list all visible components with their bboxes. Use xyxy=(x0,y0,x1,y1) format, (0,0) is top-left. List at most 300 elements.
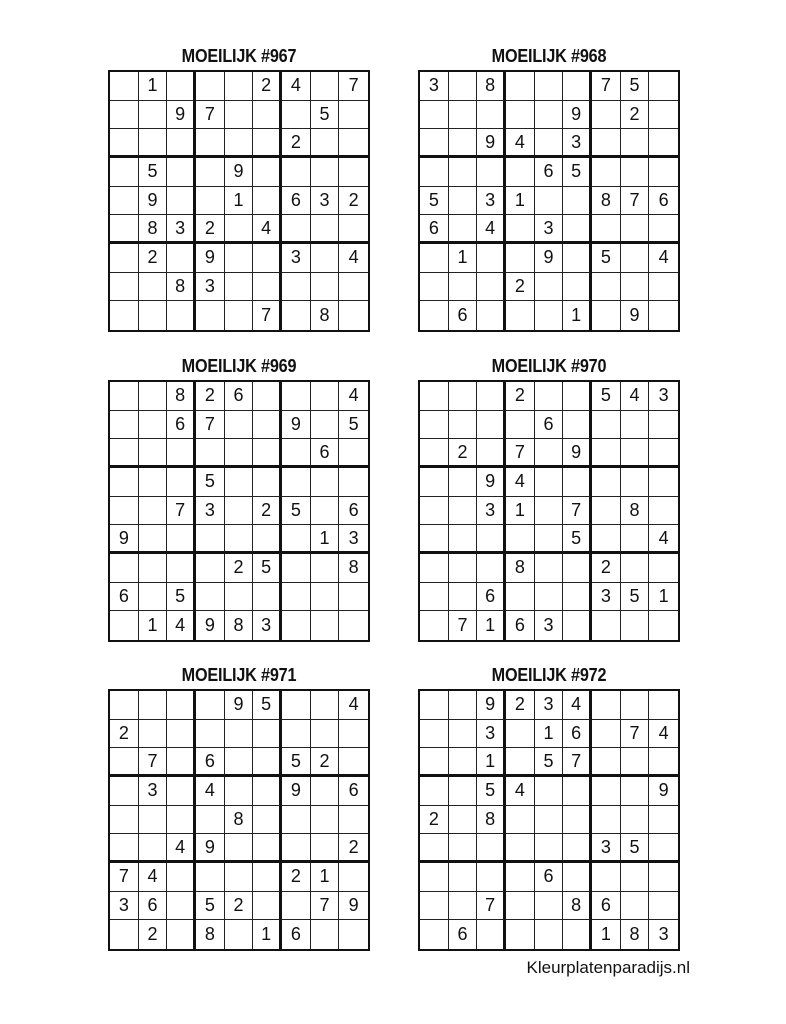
sudoku-cell: 9 xyxy=(563,439,592,468)
sudoku-cell: 5 xyxy=(621,834,650,863)
sudoku-cell: 6 xyxy=(110,583,139,612)
sudoku-cell xyxy=(339,611,368,640)
sudoku-cell: 9 xyxy=(110,525,139,554)
sudoku-cell xyxy=(253,863,282,892)
sudoku-cell: 2 xyxy=(139,920,168,949)
sudoku-cell xyxy=(535,72,564,101)
sudoku-cell xyxy=(449,129,478,158)
site-credit: Kleurplatenparadijs.nl xyxy=(526,958,690,977)
sudoku-cell xyxy=(621,439,650,468)
sudoku-cell xyxy=(592,101,621,130)
sudoku-cell: 8 xyxy=(167,273,196,302)
sudoku-cell xyxy=(592,439,621,468)
sudoku-cell xyxy=(225,583,254,612)
sudoku-cell xyxy=(649,215,678,244)
sudoku-cell: 6 xyxy=(339,497,368,526)
sudoku-cell xyxy=(311,158,340,187)
sudoku-cell: 9 xyxy=(196,611,225,640)
sudoku-cell: 2 xyxy=(311,748,340,777)
sudoku-cell xyxy=(420,611,449,640)
sudoku-cell: 8 xyxy=(477,806,506,835)
sudoku-cell: 6 xyxy=(563,720,592,749)
sudoku-cell: 8 xyxy=(563,892,592,921)
sudoku-cell: 2 xyxy=(253,497,282,526)
sudoku-cell xyxy=(167,187,196,216)
sudoku-cell xyxy=(449,748,478,777)
sudoku-cell xyxy=(339,101,368,130)
sudoku-cell xyxy=(139,583,168,612)
sudoku-cell xyxy=(649,101,678,130)
sudoku-cell xyxy=(225,439,254,468)
sudoku-cell xyxy=(535,129,564,158)
sudoku-cell xyxy=(592,691,621,720)
sudoku-cell xyxy=(253,583,282,612)
sudoku-cell xyxy=(621,691,650,720)
sudoku-cell xyxy=(506,215,535,244)
sudoku-cell: 9 xyxy=(477,468,506,497)
sudoku-cell: 5 xyxy=(592,244,621,273)
sudoku-cell xyxy=(139,554,168,583)
sudoku-cell xyxy=(535,892,564,921)
sudoku-cell xyxy=(420,382,449,411)
sudoku-cell xyxy=(110,101,139,130)
sudoku-cell xyxy=(621,244,650,273)
sudoku-cell: 3 xyxy=(477,497,506,526)
sudoku-cell: 2 xyxy=(506,382,535,411)
sudoku-cell xyxy=(167,777,196,806)
puzzle-title: MOEILIJK #968 xyxy=(491,46,607,66)
sudoku-cell xyxy=(506,806,535,835)
sudoku-cell xyxy=(110,158,139,187)
sudoku-cell: 1 xyxy=(649,583,678,612)
sudoku-cell xyxy=(196,525,225,554)
sudoku-cell xyxy=(110,215,139,244)
sudoku-cell: 7 xyxy=(506,439,535,468)
sudoku-cell: 3 xyxy=(253,611,282,640)
sudoku-cell: 4 xyxy=(253,215,282,244)
sudoku-cell xyxy=(167,892,196,921)
sudoku-cell xyxy=(253,187,282,216)
sudoku-cell xyxy=(621,468,650,497)
sudoku-cell xyxy=(535,301,564,330)
sudoku-cell xyxy=(535,273,564,302)
sudoku-cell xyxy=(253,777,282,806)
sudoku-cell xyxy=(253,382,282,411)
sudoku-cell: 7 xyxy=(449,611,478,640)
sudoku-cell xyxy=(535,834,564,863)
sudoku-cell xyxy=(649,273,678,302)
sudoku-cell: 2 xyxy=(506,691,535,720)
sudoku-cell: 7 xyxy=(139,748,168,777)
puzzle-title: MOEILIJK #967 xyxy=(181,46,297,66)
sudoku-cell xyxy=(592,411,621,440)
sudoku-cell xyxy=(592,777,621,806)
sudoku-cell xyxy=(420,748,449,777)
sudoku-cell xyxy=(649,439,678,468)
sudoku-cell: 6 xyxy=(282,187,311,216)
sudoku-cell: 3 xyxy=(311,187,340,216)
sudoku-cell xyxy=(225,748,254,777)
sudoku-cell xyxy=(110,920,139,949)
sudoku-cell xyxy=(110,187,139,216)
sudoku-cell xyxy=(649,554,678,583)
sudoku-cell: 9 xyxy=(225,158,254,187)
sudoku-cell xyxy=(110,382,139,411)
sudoku-cell xyxy=(311,554,340,583)
sudoku-cell: 3 xyxy=(139,777,168,806)
sudoku-cell: 9 xyxy=(225,691,254,720)
sudoku-cell xyxy=(253,244,282,273)
sudoku-cell xyxy=(311,411,340,440)
sudoku-cell: 9 xyxy=(535,244,564,273)
sudoku-cell: 5 xyxy=(477,777,506,806)
sudoku-cell: 8 xyxy=(592,187,621,216)
sudoku-cell: 2 xyxy=(282,863,311,892)
sudoku-cell xyxy=(110,554,139,583)
sudoku-cell xyxy=(139,468,168,497)
sudoku-cell xyxy=(535,806,564,835)
sudoku-cell xyxy=(649,611,678,640)
sudoku-cell: 6 xyxy=(339,777,368,806)
sudoku-cell xyxy=(253,439,282,468)
sudoku-cell: 4 xyxy=(506,468,535,497)
sudoku-cell xyxy=(649,834,678,863)
sudoku-cell xyxy=(110,72,139,101)
sudoku-cell: 6 xyxy=(535,411,564,440)
sudoku-cell xyxy=(282,468,311,497)
sudoku-cell xyxy=(621,554,650,583)
sudoku-cell: 2 xyxy=(506,273,535,302)
sudoku-cell xyxy=(649,806,678,835)
sudoku-cell xyxy=(167,72,196,101)
sudoku-cell xyxy=(282,439,311,468)
sudoku-cell xyxy=(563,382,592,411)
sudoku-cell: 4 xyxy=(506,777,535,806)
sudoku-cell xyxy=(506,892,535,921)
sudoku-cell xyxy=(420,720,449,749)
sudoku-cell xyxy=(563,187,592,216)
sudoku-cell xyxy=(477,554,506,583)
sudoku-cell: 9 xyxy=(477,691,506,720)
sudoku-cell xyxy=(420,583,449,612)
sudoku-cell: 3 xyxy=(339,525,368,554)
sudoku-cell xyxy=(282,583,311,612)
sudoku-cell: 9 xyxy=(563,101,592,130)
sudoku-cell: 4 xyxy=(282,72,311,101)
sudoku-cell xyxy=(253,525,282,554)
sudoku-cell: 3 xyxy=(649,382,678,411)
sudoku-cell: 6 xyxy=(449,301,478,330)
sudoku-cell: 9 xyxy=(339,892,368,921)
sudoku-cell xyxy=(139,497,168,526)
sudoku-cell xyxy=(535,554,564,583)
sudoku-cell xyxy=(420,892,449,921)
sudoku-cell xyxy=(592,806,621,835)
sudoku-grid xyxy=(418,689,680,951)
sudoku-cell xyxy=(110,129,139,158)
sudoku-cell: 3 xyxy=(592,583,621,612)
sudoku-cell: 2 xyxy=(621,101,650,130)
sudoku-cell xyxy=(167,468,196,497)
sudoku-cell: 4 xyxy=(477,215,506,244)
sudoku-cell xyxy=(253,273,282,302)
sudoku-cell xyxy=(311,468,340,497)
sudoku-cell: 3 xyxy=(535,691,564,720)
sudoku-cell: 7 xyxy=(563,748,592,777)
sudoku-cell xyxy=(649,301,678,330)
sudoku-cell xyxy=(420,777,449,806)
sudoku-cell xyxy=(225,72,254,101)
sudoku-cell: 4 xyxy=(339,244,368,273)
sudoku-cell xyxy=(167,244,196,273)
sudoku-cell xyxy=(282,720,311,749)
sudoku-cell xyxy=(420,411,449,440)
sudoku-cell xyxy=(225,301,254,330)
sudoku-cell xyxy=(339,806,368,835)
sudoku-cell xyxy=(167,554,196,583)
sudoku-cell: 4 xyxy=(563,691,592,720)
sudoku-cell: 9 xyxy=(167,101,196,130)
sudoku-cell xyxy=(506,411,535,440)
sudoku-cell: 1 xyxy=(592,920,621,949)
sudoku-cell xyxy=(592,720,621,749)
sudoku-cell xyxy=(225,863,254,892)
sudoku-cell: 9 xyxy=(621,301,650,330)
sudoku-cell xyxy=(225,273,254,302)
sudoku-cell: 9 xyxy=(477,129,506,158)
sudoku-cell xyxy=(110,748,139,777)
sudoku-cell xyxy=(311,497,340,526)
sudoku-cell: 4 xyxy=(506,129,535,158)
sudoku-cell xyxy=(621,892,650,921)
sudoku-cell xyxy=(477,525,506,554)
sudoku-cell xyxy=(225,777,254,806)
sudoku-cell xyxy=(420,273,449,302)
sudoku-cell xyxy=(139,129,168,158)
puzzle-title: MOEILIJK #970 xyxy=(491,356,607,376)
sudoku-cell: 2 xyxy=(339,834,368,863)
sudoku-cell xyxy=(449,720,478,749)
sudoku-cell xyxy=(535,468,564,497)
sudoku-cell: 2 xyxy=(253,72,282,101)
sudoku-cell xyxy=(139,720,168,749)
sudoku-cell: 3 xyxy=(196,273,225,302)
sudoku-cell: 8 xyxy=(225,806,254,835)
sudoku-cell: 3 xyxy=(535,215,564,244)
sudoku-cell: 7 xyxy=(167,497,196,526)
sudoku-cell xyxy=(592,158,621,187)
sudoku-cell xyxy=(339,273,368,302)
sudoku-cell: 1 xyxy=(506,187,535,216)
sudoku-cell: 4 xyxy=(196,777,225,806)
sudoku-cell xyxy=(563,863,592,892)
sudoku-cell xyxy=(167,129,196,158)
sudoku-cell: 5 xyxy=(311,101,340,130)
sudoku-cell: 2 xyxy=(420,806,449,835)
sudoku-cell xyxy=(110,777,139,806)
sudoku-cell xyxy=(420,497,449,526)
sudoku-cell xyxy=(506,834,535,863)
sudoku-cell xyxy=(339,468,368,497)
sudoku-cell: 8 xyxy=(621,920,650,949)
sudoku-cell: 1 xyxy=(139,611,168,640)
sudoku-cell: 5 xyxy=(563,158,592,187)
sudoku-grid xyxy=(108,70,370,332)
sudoku-cell: 1 xyxy=(477,611,506,640)
sudoku-cell xyxy=(167,920,196,949)
sudoku-cell: 2 xyxy=(225,554,254,583)
sudoku-cell: 3 xyxy=(282,244,311,273)
sudoku-cell: 6 xyxy=(311,439,340,468)
sudoku-cell xyxy=(592,525,621,554)
sudoku-cell xyxy=(282,382,311,411)
sudoku-cell xyxy=(311,691,340,720)
sudoku-cell: 8 xyxy=(506,554,535,583)
sudoku-cell xyxy=(649,129,678,158)
sudoku-cell: 6 xyxy=(592,892,621,921)
sudoku-cell: 1 xyxy=(311,863,340,892)
sudoku-cell xyxy=(167,301,196,330)
sudoku-cell: 5 xyxy=(339,411,368,440)
sudoku-cell xyxy=(535,777,564,806)
sudoku-cell: 2 xyxy=(449,439,478,468)
sudoku-cell xyxy=(420,863,449,892)
sudoku-cell xyxy=(592,301,621,330)
sudoku-cell xyxy=(563,411,592,440)
sudoku-cell xyxy=(477,863,506,892)
sudoku-cell xyxy=(621,273,650,302)
sudoku-cell xyxy=(282,691,311,720)
sudoku-cell xyxy=(167,439,196,468)
puzzle-title: MOEILIJK #971 xyxy=(181,665,297,685)
sudoku-cell xyxy=(225,215,254,244)
sudoku-cell xyxy=(339,583,368,612)
sudoku-cell: 6 xyxy=(420,215,449,244)
sudoku-cell xyxy=(282,834,311,863)
sudoku-cell xyxy=(449,583,478,612)
sudoku-cell: 8 xyxy=(196,920,225,949)
sudoku-cell xyxy=(506,525,535,554)
sudoku-cell xyxy=(339,129,368,158)
sudoku-cell: 2 xyxy=(592,554,621,583)
sudoku-cell xyxy=(253,806,282,835)
sudoku-cell xyxy=(196,583,225,612)
sudoku-cell xyxy=(420,158,449,187)
sudoku-cell xyxy=(110,497,139,526)
sudoku-cell xyxy=(649,863,678,892)
sudoku-cell xyxy=(621,411,650,440)
sudoku-cell xyxy=(420,920,449,949)
sudoku-cell xyxy=(110,691,139,720)
sudoku-cell xyxy=(282,892,311,921)
sudoku-cell xyxy=(196,439,225,468)
sudoku-cell xyxy=(225,244,254,273)
sudoku-cell xyxy=(253,158,282,187)
sudoku-cell: 4 xyxy=(649,244,678,273)
sudoku-cell xyxy=(225,468,254,497)
sudoku-cell xyxy=(139,382,168,411)
sudoku-cell: 6 xyxy=(477,583,506,612)
sudoku-cell: 6 xyxy=(449,920,478,949)
sudoku-cell xyxy=(506,720,535,749)
sudoku-cell xyxy=(563,244,592,273)
sudoku-cell: 9 xyxy=(196,834,225,863)
sudoku-grid xyxy=(418,70,680,332)
sudoku-cell xyxy=(282,554,311,583)
sudoku-cell xyxy=(649,691,678,720)
sudoku-cell xyxy=(253,411,282,440)
sudoku-cell: 5 xyxy=(621,72,650,101)
sudoku-cell: 9 xyxy=(282,777,311,806)
sudoku-cell xyxy=(563,215,592,244)
sudoku-cell: 5 xyxy=(420,187,449,216)
sudoku-cell: 2 xyxy=(282,129,311,158)
sudoku-cell: 7 xyxy=(339,72,368,101)
sudoku-cell: 5 xyxy=(535,748,564,777)
sudoku-cell xyxy=(167,720,196,749)
sudoku-cell xyxy=(339,215,368,244)
sudoku-cell xyxy=(477,834,506,863)
sudoku-cell xyxy=(311,720,340,749)
sudoku-cell xyxy=(225,834,254,863)
sudoku-cell xyxy=(196,806,225,835)
sudoku-cell xyxy=(449,777,478,806)
sudoku-cell xyxy=(339,863,368,892)
sudoku-cell: 3 xyxy=(477,720,506,749)
sudoku-cell: 6 xyxy=(167,411,196,440)
sudoku-cell xyxy=(563,777,592,806)
sudoku-cell xyxy=(477,101,506,130)
sudoku-cell xyxy=(311,72,340,101)
sudoku-cell: 3 xyxy=(592,834,621,863)
sudoku-cell: 8 xyxy=(311,301,340,330)
sudoku-cell xyxy=(477,382,506,411)
sudoku-cell xyxy=(506,244,535,273)
sudoku-cell: 4 xyxy=(139,863,168,892)
sudoku-cell: 2 xyxy=(139,244,168,273)
sudoku-cell xyxy=(449,101,478,130)
sudoku-cell xyxy=(506,583,535,612)
sudoku-cell xyxy=(225,129,254,158)
sudoku-cell xyxy=(449,691,478,720)
sudoku-cell xyxy=(649,158,678,187)
sudoku-cell: 5 xyxy=(621,583,650,612)
sudoku-cell xyxy=(563,806,592,835)
sudoku-cell: 6 xyxy=(282,920,311,949)
sudoku-cell xyxy=(449,158,478,187)
sudoku-cell xyxy=(449,525,478,554)
sudoku-cell: 2 xyxy=(196,215,225,244)
sudoku-cell xyxy=(339,920,368,949)
sudoku-cell: 5 xyxy=(253,691,282,720)
sudoku-cell xyxy=(282,215,311,244)
sudoku-cell xyxy=(339,301,368,330)
sudoku-cell xyxy=(592,863,621,892)
sudoku-cell xyxy=(311,611,340,640)
sudoku-cell: 7 xyxy=(592,72,621,101)
sudoku-cell: 7 xyxy=(196,101,225,130)
sudoku-cell xyxy=(225,101,254,130)
sudoku-cell xyxy=(535,525,564,554)
sudoku-cell: 7 xyxy=(196,411,225,440)
sudoku-cell xyxy=(506,72,535,101)
sudoku-cell xyxy=(196,129,225,158)
sudoku-cell xyxy=(420,301,449,330)
sudoku-cell xyxy=(253,720,282,749)
sudoku-cell: 9 xyxy=(282,411,311,440)
sudoku-cell xyxy=(225,411,254,440)
sudoku-grid xyxy=(108,380,370,642)
